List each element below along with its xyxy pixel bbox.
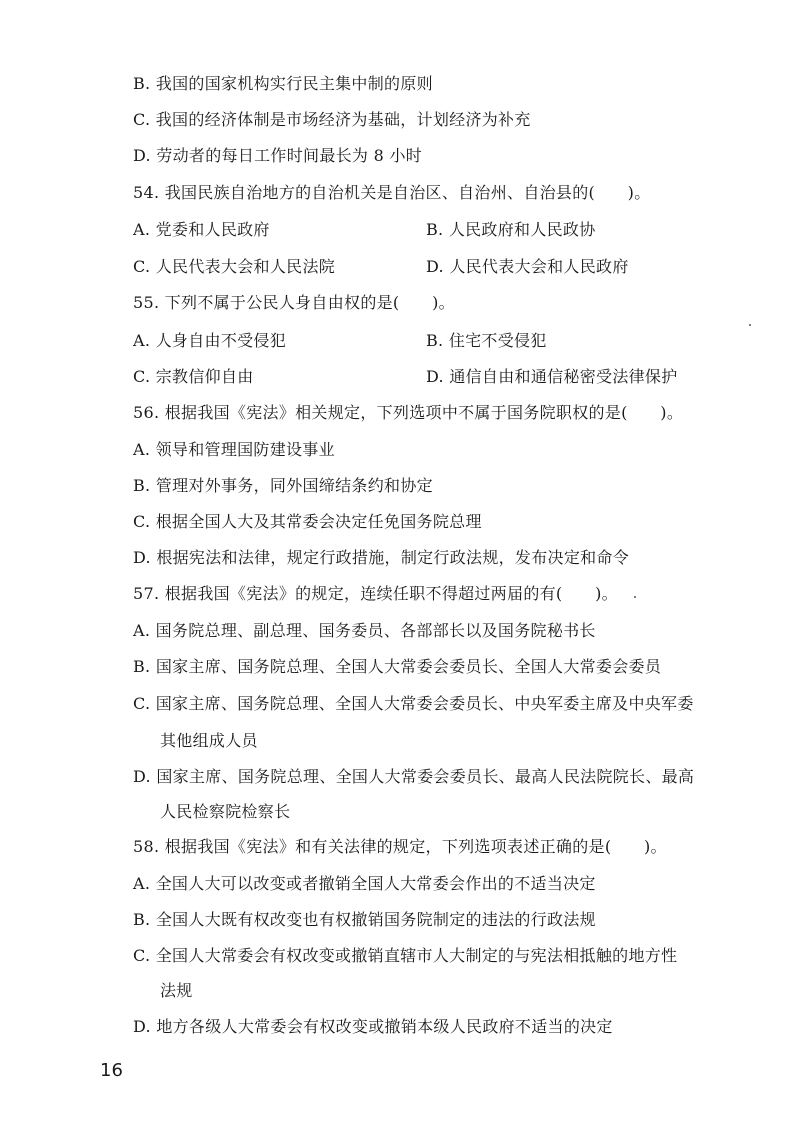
q56-stem: 56. 根据我国《宪法》相关规定，下列选项中不属于国务院职权的是( )。 bbox=[133, 403, 684, 422]
q55-stem: 55. 下列不属于公民人身自由权的是( )。 bbox=[133, 293, 455, 312]
q55-option-a: A. 人身自由不受侵犯 bbox=[133, 331, 287, 350]
q54-option-a: A. 党委和人民政府 bbox=[133, 220, 270, 239]
q58-option-b: B. 全国人大既有权改变也有权撤销国务院制定的违法的行政法规 bbox=[133, 910, 596, 929]
q58-stem: 58. 根据我国《宪法》和有关法律的规定，下列选项表述正确的是( )。 bbox=[133, 837, 667, 856]
q57-option-c-line1: C. 国家主席、国务院总理、全国人大常委会委员长、中央军委主席及中央军委 bbox=[133, 694, 694, 713]
q56-option-b: B. 管理对外事务，同外国缔结条约和协定 bbox=[133, 476, 433, 495]
q57-option-d-line1: D. 国家主席、国务院总理、全国人大常委会委员长、最高人民法院院长、最高 bbox=[133, 767, 695, 786]
q57-option-a: A. 国务院总理、副总理、国务委员、各部部长以及国务院秘书长 bbox=[133, 621, 596, 640]
q57-option-c-line2: 其他组成人员 bbox=[160, 731, 258, 750]
q58-option-a: A. 全国人大可以改变或者撤销全国人大常委会作出的不适当决定 bbox=[133, 874, 596, 893]
q53-option-c: C. 我国的经济体制是市场经济为基础，计划经济为补充 bbox=[133, 110, 531, 129]
q57-option-d-line2: 人民检察院检察长 bbox=[160, 802, 291, 821]
q53-option-d: D. 劳动者的每日工作时间最长为 8 小时 bbox=[133, 146, 423, 165]
q55-option-b: B. 住宅不受侵犯 bbox=[426, 331, 547, 350]
scan-speck bbox=[634, 596, 636, 598]
page-number: 16 bbox=[100, 1060, 123, 1081]
q53-option-b: B. 我国的国家机构实行民主集中制的原则 bbox=[133, 74, 433, 93]
q54-stem: 54. 我国民族自治地方的自治机关是自治区、自治州、自治县的( )。 bbox=[133, 183, 651, 202]
q56-option-d: D. 根据宪法和法律，规定行政措施，制定行政法规，发布决定和命令 bbox=[133, 548, 630, 567]
q57-stem: 57. 根据我国《宪法》的规定，连续任职不得超过两届的有( )。 bbox=[133, 584, 618, 603]
q54-option-b: B. 人民政府和人民政协 bbox=[426, 220, 596, 239]
scan-speck bbox=[749, 324, 751, 326]
q55-option-c: C. 宗教信仰自由 bbox=[133, 367, 254, 386]
q54-option-d: D. 人民代表大会和人民政府 bbox=[426, 257, 629, 276]
q58-option-d: D. 地方各级人大常委会有权改变或撤销本级人民政府不适当的决定 bbox=[133, 1017, 613, 1036]
q58-option-c-line1: C. 全国人大常委会有权改变或撤销直辖市人大制定的与宪法相抵触的地方性 bbox=[133, 946, 678, 965]
q54-option-c: C. 人民代表大会和人民法院 bbox=[133, 257, 336, 276]
q56-option-c: C. 根据全国人大及其常委会决定任免国务院总理 bbox=[133, 512, 482, 531]
q57-option-b: B. 国家主席、国务院总理、全国人大常委会委员长、全国人大常委会委员 bbox=[133, 657, 662, 676]
q55-option-d: D. 通信自由和通信秘密受法律保护 bbox=[426, 367, 678, 386]
q58-option-c-line2: 法规 bbox=[160, 981, 193, 1000]
q56-option-a: A. 领导和管理国防建设事业 bbox=[133, 440, 335, 459]
